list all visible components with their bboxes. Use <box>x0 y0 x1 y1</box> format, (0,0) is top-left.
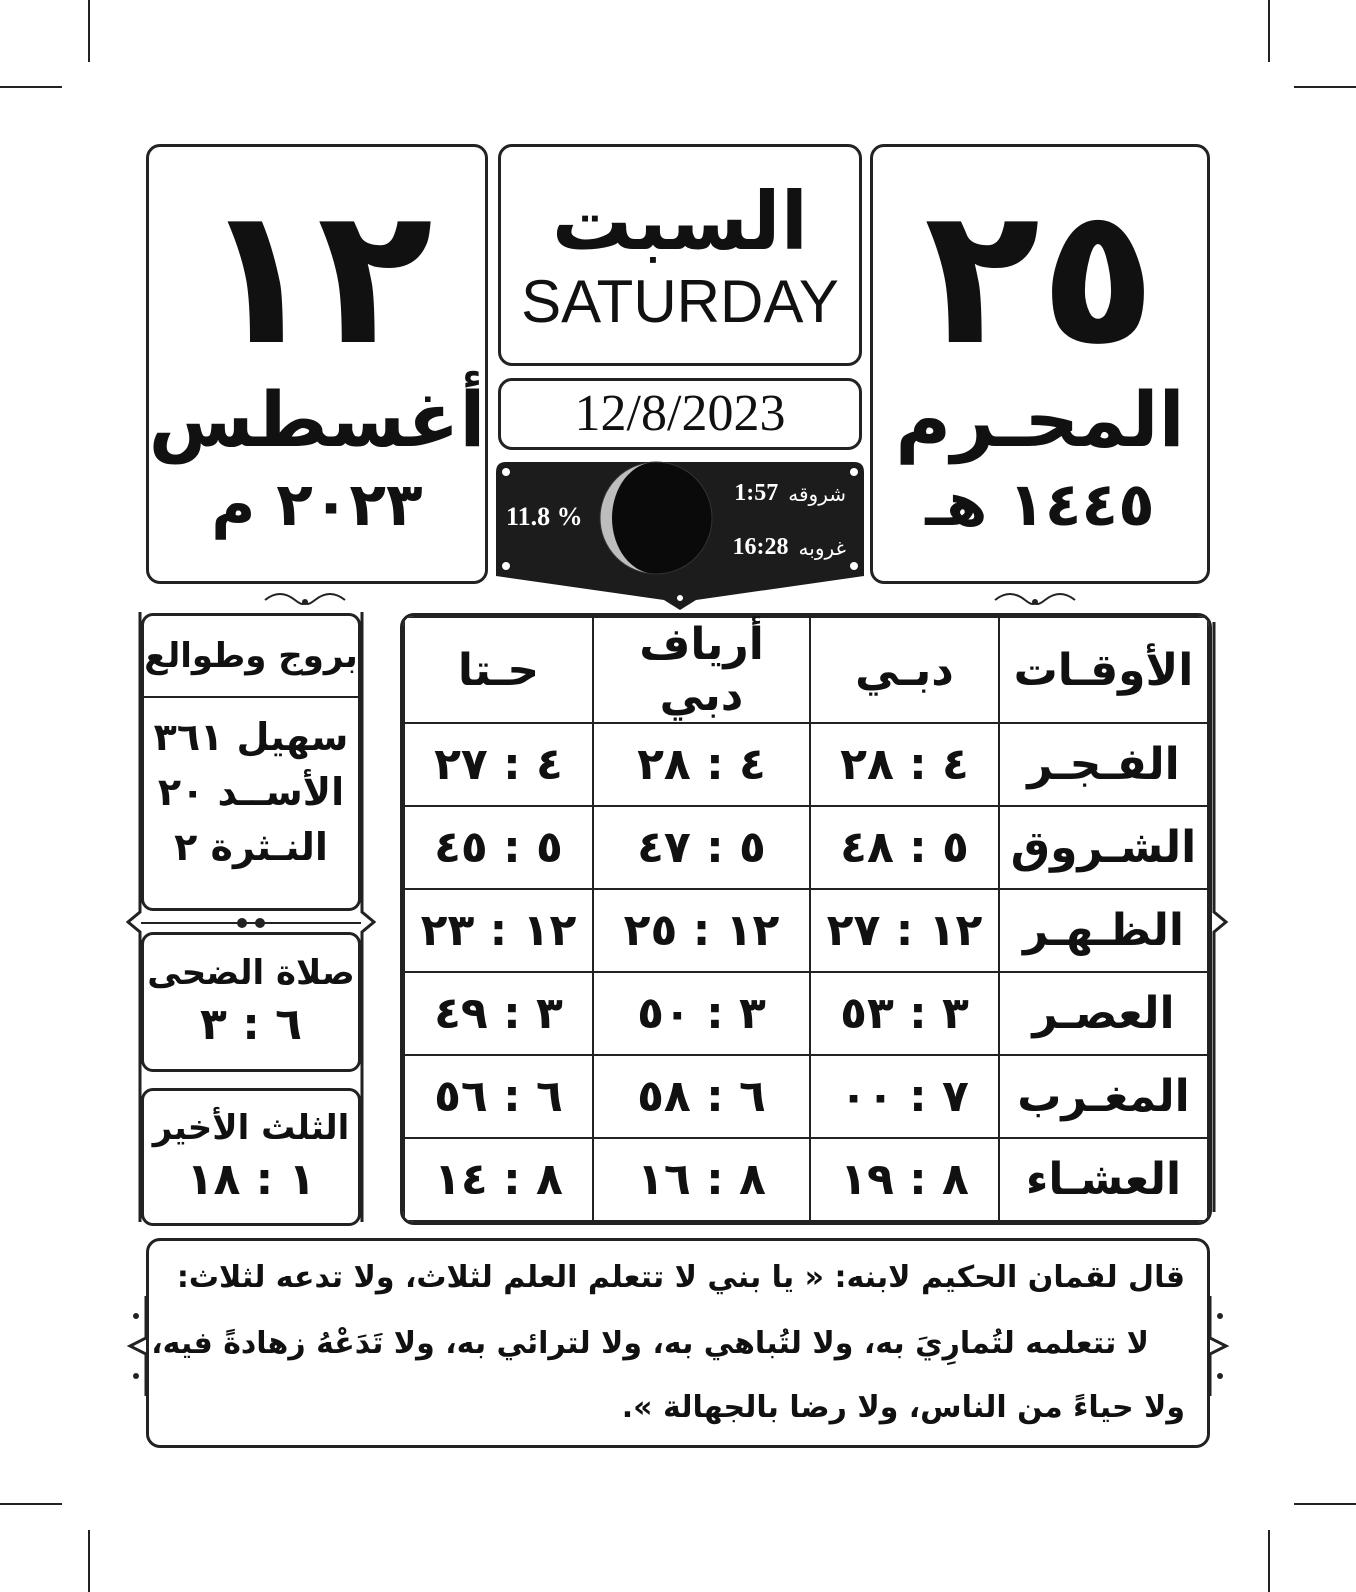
prayer-name: الفـجـر <box>999 723 1208 806</box>
time-dubai: ٥ : ٤٨ <box>810 806 999 889</box>
duha-title: صلاة الضحى <box>147 953 355 994</box>
numeric-date: 12/8/2023 <box>574 385 786 442</box>
quote-line-2: لا تتعلمه لتُمارِيَ به، ولا لتُباهي به، ولا لترائي به، ولا تَدَعْهُ زهادةً فيه، <box>151 1326 1149 1361</box>
moon-set-time: 16:28 <box>732 534 789 560</box>
last-third-card <box>141 1088 361 1226</box>
side-divider <box>141 918 361 928</box>
quote-ornament-left <box>122 1296 152 1396</box>
stars-line-2: الأســد ٢٠ <box>157 770 345 815</box>
time-hatta: ٤ : ٢٧ <box>404 723 593 806</box>
time-hatta: ٣ : ٤٩ <box>404 972 593 1055</box>
header-dubai: دبـي <box>810 617 999 723</box>
numeric-date-card <box>498 378 862 450</box>
time-rural: ٥ : ٤٧ <box>593 806 810 889</box>
prayer-name: العصـر <box>999 972 1208 1055</box>
crop-mark-bottom-left-v <box>88 1530 90 1592</box>
moon-rise-label: شروقه <box>788 481 846 506</box>
time-dubai: ٧ : ٠٠ <box>810 1055 999 1138</box>
crop-mark-bottom-right-v <box>1268 1530 1270 1592</box>
crop-mark-top-right-v <box>1268 0 1270 62</box>
crop-mark-top-left-h <box>0 86 62 88</box>
moon-set-label: غروبه <box>798 535 846 560</box>
header-times: الأوقـات <box>999 617 1208 723</box>
header-rural-dubai: أرياف دبي <box>593 617 810 723</box>
time-hatta: ٥ : ٤٥ <box>404 806 593 889</box>
ornament-left <box>260 588 350 612</box>
quote-line-3: ولا حياءً من الناس، ولا رضا بالجهالة ». <box>621 1390 1185 1425</box>
table-side-frame <box>1204 612 1234 1232</box>
time-dubai: ١٢ : ٢٧ <box>810 889 999 972</box>
quote-ornament-right <box>1204 1296 1234 1396</box>
prayer-name: المغـرب <box>999 1055 1208 1138</box>
time-dubai: ٨ : ١٩ <box>810 1138 999 1221</box>
time-hatta: ١٢ : ٢٣ <box>404 889 593 972</box>
prayer-table-header-row <box>404 617 1208 723</box>
last-third-title: الثلث الأخير <box>152 1108 350 1149</box>
last-third-time: ١ : ١٨ <box>186 1153 316 1205</box>
hijri-year: ١٤٤٥ هـ <box>925 469 1155 540</box>
gregorian-month: أغسطس <box>148 375 486 465</box>
gregorian-day: ١٢ <box>201 166 433 388</box>
time-rural: ٦ : ٥٨ <box>593 1055 810 1138</box>
ornament-right <box>990 588 1080 612</box>
duha-card <box>141 932 361 1072</box>
time-rural: ٤ : ٢٨ <box>593 723 810 806</box>
quote-card <box>146 1238 1210 1448</box>
table-row <box>404 972 1208 1055</box>
table-row <box>404 889 1208 972</box>
stars-title: بروج وطوالع <box>144 616 358 698</box>
moon-illumination: 11.8 % <box>506 502 583 531</box>
duha-time: ٦ : ٣ <box>200 998 302 1050</box>
prayer-name: العشـاء <box>999 1138 1208 1221</box>
prayer-name: الشـروق <box>999 806 1208 889</box>
time-hatta: ٦ : ٥٦ <box>404 1055 593 1138</box>
gregorian-date-card <box>146 144 488 584</box>
table-row <box>404 1055 1208 1138</box>
moon-phase-icon <box>596 458 716 578</box>
moon-rise-time: 1:57 <box>734 480 779 506</box>
crop-mark-bottom-right-h <box>1294 1503 1356 1505</box>
time-hatta: ٨ : ١٤ <box>404 1138 593 1221</box>
table-row <box>404 1138 1208 1221</box>
prayer-name: الظـهـر <box>999 889 1208 972</box>
table-row <box>404 723 1208 806</box>
quote-line-1: قال لقمان الحكيم لابنه: « يا بني لا تتعلم العلم لثلاث، ولا تدعه لثلاث: <box>176 1260 1185 1295</box>
moon-rise-row <box>734 480 846 507</box>
gregorian-year: ٢٠٢٣ م <box>211 469 423 540</box>
stars-line-1: سهيل ٣٦١ <box>153 715 349 759</box>
crop-mark-top-left-v <box>88 0 90 62</box>
prayer-times-table <box>400 613 1212 1225</box>
hijri-day: ٢٥ <box>924 166 1156 388</box>
hijri-month: المحـرم <box>895 375 1185 465</box>
weekday-english: SATURDAY <box>521 268 839 335</box>
time-dubai: ٤ : ٢٨ <box>810 723 999 806</box>
moon-set-row <box>733 534 846 561</box>
time-rural: ١٢ : ٢٥ <box>593 889 810 972</box>
crop-mark-top-right-h <box>1294 86 1356 88</box>
stars-line-3: النـثرة ٢ <box>174 825 328 870</box>
table-row <box>404 806 1208 889</box>
crop-mark-bottom-left-h <box>0 1503 62 1505</box>
hijri-date-card <box>870 144 1210 584</box>
time-rural: ٨ : ١٦ <box>593 1138 810 1221</box>
header-hatta: حـتا <box>404 617 593 723</box>
weekday-card <box>498 144 862 366</box>
time-dubai: ٣ : ٥٣ <box>810 972 999 1055</box>
stars-card <box>141 613 361 911</box>
prayer-table <box>403 616 1209 1222</box>
weekday-arabic: السبت <box>551 175 809 268</box>
time-rural: ٣ : ٥٠ <box>593 972 810 1055</box>
moon-panel <box>496 462 864 610</box>
